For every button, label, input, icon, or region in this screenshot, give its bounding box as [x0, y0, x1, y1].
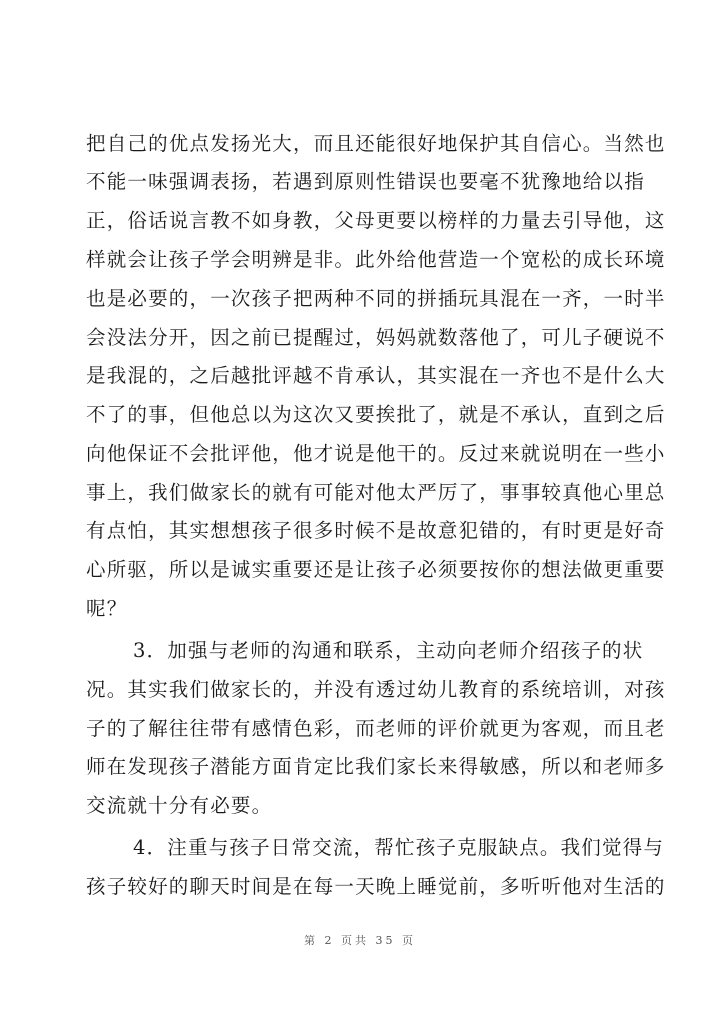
paragraph-line: 样就会让孩子学会明辨是非。此外给他营造一个宽松的成长环境 [86, 248, 666, 271]
paragraph-line: 正，俗话说言教不如身教，父母更要以榜样的力量去引导他，这 [86, 209, 666, 232]
paragraph-line: 况。其实我们做家长的，并没有透过幼儿教育的系统培训，对孩 [86, 678, 666, 701]
paragraph-line: 把自己的优点发扬光大，而且还能很好地保护其自信心。当然也 [86, 132, 666, 155]
page-number: 第 2 页共 35 页 [304, 934, 416, 947]
paragraph-line: 子的了解往往带有感情色彩，而老师的评价就更为客观，而且老 [86, 717, 666, 740]
paragraph-line: 有点怕，其实想想孩子很多时候不是故意犯错的，有时更是好奇 [86, 519, 666, 542]
paragraph-line: 孩子较好的聊天时间是在每一天晚上睡觉前，多听听他对生活的 [86, 875, 666, 898]
paragraph-line: 心所驱，所以是诚实重要还是让孩子必须要按你的想法做更重要 [86, 558, 666, 581]
paragraph-line: 不能一味强调表扬，若遇到原则性错误也要毫不犹豫地给以指 [86, 170, 645, 193]
paragraph-line: 向他保证不会批评他，他才说是他干的。反过来就说明在一些小 [86, 442, 666, 465]
paragraph-line: 不了的事，但他总以为这次又要挨批了，就是不承认，直到之后 [86, 403, 666, 426]
paragraph-line: 3．加强与老师的沟通和联系，主动向老师介绍孩子的状 [133, 639, 644, 662]
paragraph-line: 交流就十分有必要。 [86, 794, 273, 817]
paragraph-line: 也是必要的，一次孩子把两种不同的拼插玩具混在一齐，一时半 [86, 287, 666, 310]
paragraph-line: 呢？ [86, 597, 128, 620]
paragraph-line: 师在发现孩子潜能方面肯定比我们家长来得敏感，所以和老师多 [86, 755, 666, 778]
paragraph-line: 事上，我们做家长的就有可能对他太严厉了，事事较真他心里总 [86, 481, 666, 504]
paragraph-line: 会没法分开，因之前已提醒过，妈妈就数落他了，可儿子硬说不 [86, 326, 666, 349]
paragraph-line: 4．注重与孩子日常交流，帮忙孩子克服缺点。我们觉得与 [133, 836, 665, 859]
paragraph-line: 是我混的，之后越批评越不肯承认，其实混在一齐也不是什么大 [86, 364, 666, 387]
